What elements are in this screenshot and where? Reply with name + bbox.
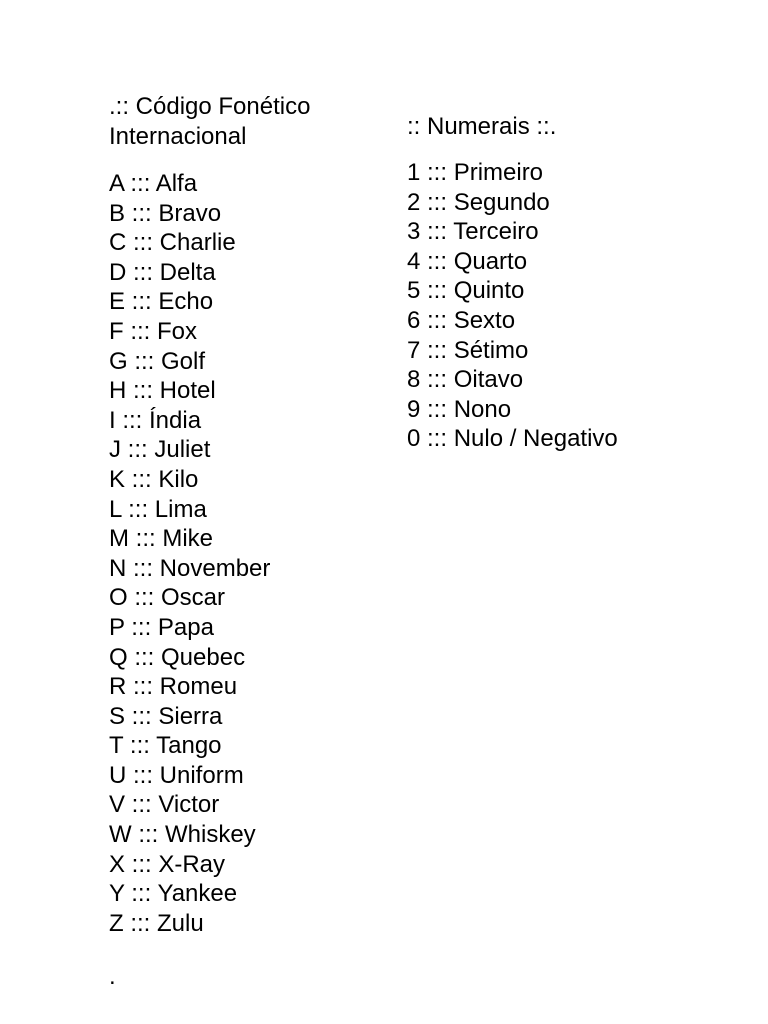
alphabet-item-a: A ::: Alfa xyxy=(109,170,198,197)
alphabet-item-f: F ::: Fox xyxy=(109,317,198,345)
alphabet-item-w: W ::: Whiskey xyxy=(109,821,256,849)
alphabet-item-q: Q ::: Quebec xyxy=(109,643,246,671)
alphabet-item-o: O ::: Oscar xyxy=(109,584,226,612)
alphabet-item-l: L ::: Lima xyxy=(109,495,207,523)
numerals-list xyxy=(407,158,747,454)
numeral-item-2: 2 ::: Segundo xyxy=(407,188,550,216)
numerals-title: :: Numerais ::. xyxy=(407,113,557,140)
alphabet-item-v: V ::: Victor xyxy=(109,791,220,819)
numeral-item-4: 4 ::: Quarto xyxy=(407,247,528,275)
trailing-dot: . xyxy=(109,963,116,990)
phonetic-alphabet-list xyxy=(109,169,389,938)
alphabet-item-p: P ::: Papa xyxy=(109,613,214,641)
alphabet-item-c: C ::: Charlie xyxy=(109,229,236,257)
numeral-item-7: 7 ::: Sétimo xyxy=(407,336,529,364)
alphabet-item-d: D ::: Delta xyxy=(109,258,216,286)
alphabet-item-x: X ::: X-Ray xyxy=(109,850,226,878)
alphabet-item-z: Z ::: Zulu xyxy=(109,909,204,937)
alphabet-item-j: J ::: Juliet xyxy=(109,436,211,464)
numeral-item-5: 5 ::: Quinto xyxy=(407,277,525,305)
numeral-item-6: 6 ::: Sexto xyxy=(407,306,516,334)
numeral-item-9: 9 ::: Nono xyxy=(407,395,512,423)
alphabet-item-g: G ::: Golf xyxy=(109,347,206,375)
alphabet-item-n: N ::: November xyxy=(109,554,271,582)
alphabet-item-m: M ::: Mike xyxy=(109,525,214,553)
numerals-section xyxy=(407,112,747,454)
phonetic-alphabet-title: .:: Código Fonético Internacional xyxy=(109,93,311,150)
numeral-item-3: 3 ::: Terceiro xyxy=(407,218,539,246)
alphabet-item-s: S ::: Sierra xyxy=(109,702,223,730)
alphabet-item-y: Y ::: Yankee xyxy=(109,880,238,908)
alphabet-item-e: E ::: Echo xyxy=(109,288,214,316)
alphabet-item-u: U ::: Uniform xyxy=(109,761,244,789)
alphabet-item-b: B ::: Bravo xyxy=(109,199,222,227)
numeral-item-0: 0 ::: Nulo / Negativo xyxy=(407,425,618,453)
numeral-item-1: 1 ::: Primeiro xyxy=(407,159,544,186)
alphabet-item-h: H ::: Hotel xyxy=(109,377,216,405)
alphabet-item-r: R ::: Romeu xyxy=(109,673,238,701)
alphabet-item-t: T ::: Tango xyxy=(109,732,222,760)
alphabet-item-i: I ::: Índia xyxy=(109,406,202,434)
phonetic-alphabet-section xyxy=(109,92,389,938)
numeral-item-8: 8 ::: Oitavo xyxy=(407,366,524,394)
alphabet-item-k: K ::: Kilo xyxy=(109,465,199,493)
